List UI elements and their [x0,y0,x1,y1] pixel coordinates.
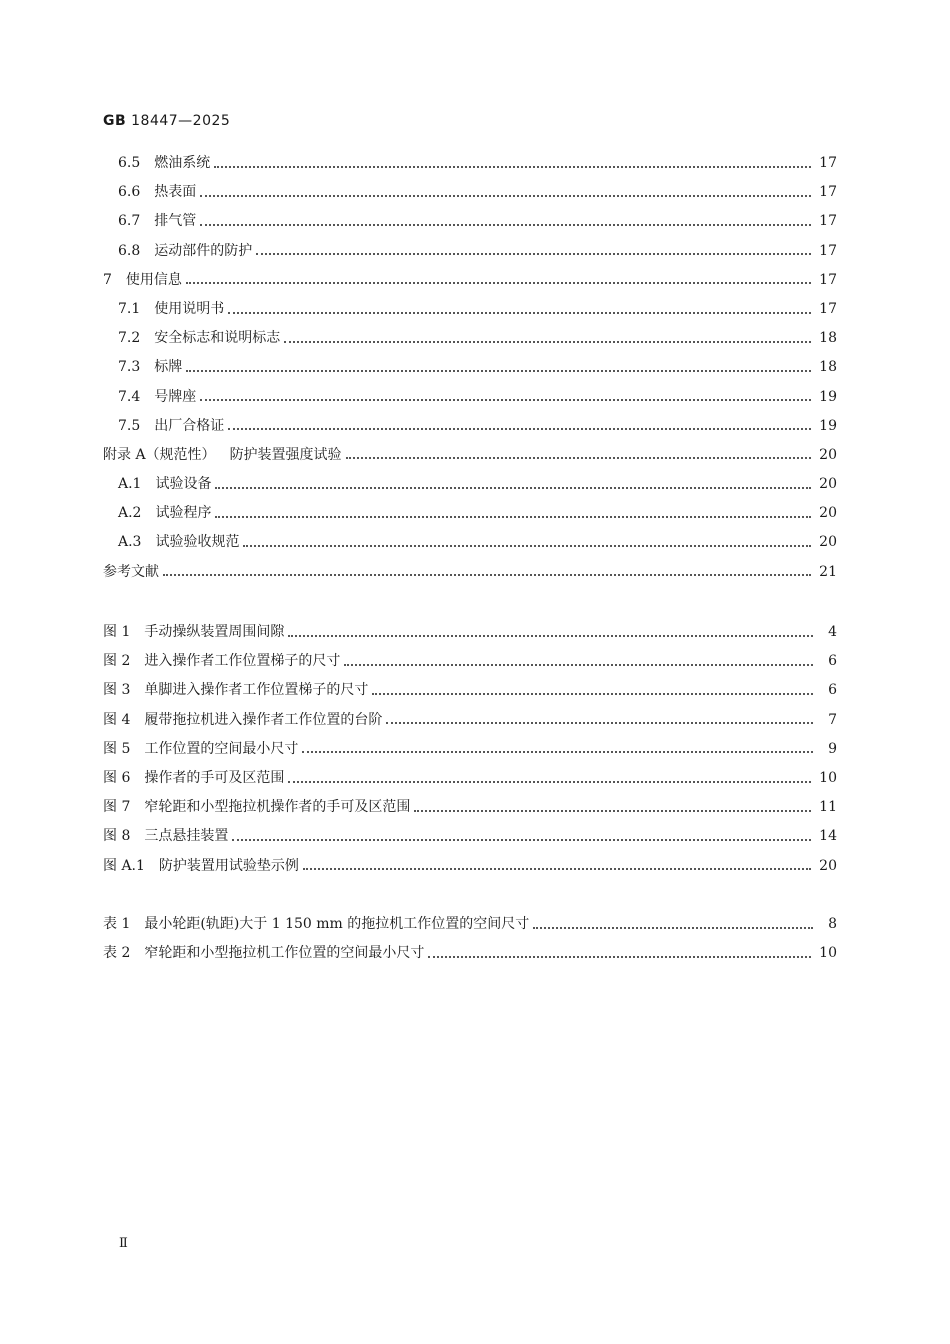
toc-entry-title: 进入操作者工作位置梯子的尺寸 [144,653,341,670]
toc-entry-title: 排气管 [154,213,197,230]
toc-entry-title: 窄轮距和小型拖拉机操作者的手可及区范围 [144,799,411,816]
toc-entry-number: A.1 [118,476,142,493]
toc-entry[interactable] [103,913,837,942]
leader-dots [215,487,811,489]
toc-entry-title: 单脚进入操作者工作位置梯子的尺寸 [144,682,369,699]
toc-entry-number: 附录 A（规范性） [103,446,216,463]
toc-entry-title: 燃油系统 [154,155,211,171]
toc-entry-page: 4 [828,624,837,640]
toc-entry[interactable] [103,621,837,650]
toc-entry-page: 17 [819,184,837,201]
toc-entry-number: 6.7 [118,213,141,230]
leader-dots [186,282,811,284]
toc-figures [103,621,837,884]
toc-entry-number: 7.3 [118,359,141,376]
toc-entry-page: 10 [819,945,837,962]
toc-entry-page: 17 [819,300,837,317]
toc-sections [103,152,837,590]
toc-entry-page: 14 [819,828,837,845]
standard-code: 18447—2025 [131,113,231,129]
toc-entry-title: 标牌 [154,359,183,376]
toc-entry[interactable] [103,473,837,502]
toc-entry-page: 20 [819,857,837,874]
toc-entry-title: 试验程序 [155,505,212,522]
toc-entry-number: 图 4 [103,711,131,728]
toc-entry-title: 手动操纵装置周围间隙 [144,624,285,640]
leader-dots [200,399,811,401]
toc-entry-page: 20 [819,476,837,493]
toc-entry[interactable] [103,942,837,971]
toc-entry[interactable] [103,825,837,854]
toc-entry-title: 履带拖拉机进入操作者工作位置的台阶 [144,711,383,728]
toc-entry-number: 7.4 [118,388,141,405]
leader-dots [302,751,813,753]
toc-entry-title: 运动部件的防护 [154,242,253,259]
toc-entry-number: 7.1 [118,300,141,317]
toc-entry[interactable] [103,796,837,825]
leader-dots [372,693,813,695]
toc-entry-page: 8 [828,916,837,932]
toc-entry-page: 6 [828,653,837,670]
toc-entry-number: 7.2 [118,330,141,347]
page-number: Ⅱ [119,1236,128,1251]
toc-entry[interactable] [103,210,837,239]
toc-entry-title: 热表面 [154,184,197,201]
leader-dots [228,428,811,430]
leader-dots [428,956,811,958]
toc-entry-number: A.3 [118,534,142,551]
toc-entry-number: 图 6 [103,769,131,786]
toc-entry-page: 7 [828,711,837,728]
standard-prefix: GB [103,113,127,129]
toc-entry-number: 6.5 [118,155,141,171]
leader-dots [215,516,811,518]
toc-entry-page: 18 [819,330,837,347]
toc-entry-title: 试验设备 [155,476,212,493]
toc-entry-title: 出厂合格证 [154,417,225,434]
toc-entry-title: 使用信息 [125,271,182,288]
toc-entry-title: 号牌座 [154,388,197,405]
toc-entry-page: 6 [828,682,837,699]
toc-entry-number: 7 [103,271,112,288]
leader-dots [386,722,813,724]
toc-entry-number: A.2 [118,505,142,522]
leader-dots [186,370,811,372]
toc-entry-number: 图 A.1 [103,857,145,874]
toc-entry[interactable] [103,650,837,679]
leader-dots [284,341,811,343]
toc-entry-number: 图 5 [103,740,131,757]
toc-entry-number: 图 2 [103,653,131,670]
leader-dots [414,810,811,812]
toc-entry[interactable] [103,240,837,269]
toc-entry[interactable] [103,709,837,738]
toc-entry[interactable] [103,356,837,385]
toc-entry-number: 6.6 [118,184,141,201]
toc-entry-page: 17 [819,271,837,288]
toc-entry[interactable] [103,738,837,767]
toc-entry-number: 图 7 [103,799,131,816]
toc-entry-page: 20 [819,505,837,522]
toc-entry[interactable] [103,502,837,531]
leader-dots [256,253,811,255]
toc-entry-page: 21 [819,563,837,580]
toc-entry-number: 图 3 [103,682,131,699]
leader-dots [533,927,813,929]
toc-entry-title: 窄轮距和小型拖拉机工作位置的空间最小尺寸 [144,945,425,962]
toc-entry[interactable] [103,444,837,473]
toc-entry-title: 三点悬挂装置 [144,828,229,845]
toc-entry-page: 20 [819,446,837,463]
leader-dots [303,868,811,870]
toc-entry[interactable] [103,327,837,356]
toc-entry[interactable] [103,531,837,560]
leader-dots [200,195,811,197]
toc-entry[interactable] [103,298,837,327]
leader-dots [232,839,811,841]
toc-entry-title: 防护装置强度试验 [229,446,342,463]
toc-entry[interactable] [103,181,837,210]
toc-entry-page: 19 [819,417,837,434]
toc-tables [103,913,837,971]
toc-entry-title: 操作者的手可及区范围 [144,769,285,786]
toc-entry-page: 9 [828,740,837,757]
toc-entry[interactable] [103,855,837,884]
leader-dots [243,545,811,547]
leader-dots [163,574,811,576]
leader-dots [200,224,811,226]
toc-entry-title: 使用说明书 [154,300,225,317]
leader-dots [228,312,811,314]
leader-dots [214,166,811,168]
toc-entry-title: 最小轮距(轨距)大于 1 150 mm 的拖拉机工作位置的空间尺寸 [144,916,530,932]
leader-dots [344,664,813,666]
toc-entry-page: 11 [819,799,837,816]
leader-dots [288,635,813,637]
toc-entry[interactable] [103,415,837,444]
leader-dots [346,457,812,459]
toc-entry-number: 参考文献 [103,563,159,580]
toc-entry-number: 7.5 [118,417,141,434]
toc-entry[interactable] [103,679,837,708]
toc-entry-number: 图 1 [103,624,131,640]
toc-entry-title: 试验验收规范 [155,534,240,551]
toc-entry-number: 表 2 [103,945,131,962]
document-header [103,113,230,129]
toc-entry[interactable] [103,152,837,181]
toc-entry-number: 图 8 [103,828,131,845]
toc-entry-number: 表 1 [103,916,131,932]
toc-entry-title: 防护装置用试验垫示例 [158,857,299,874]
leader-dots [288,781,811,783]
toc-entry-title: 安全标志和说明标志 [154,330,281,347]
toc-entry-page: 19 [819,388,837,405]
toc-entry-page: 18 [819,359,837,376]
toc-entry-page: 17 [819,213,837,230]
toc-entry[interactable] [103,269,837,298]
toc-entry[interactable] [103,561,837,590]
toc-entry-title: 工作位置的空间最小尺寸 [144,740,299,757]
toc-entry[interactable] [103,767,837,796]
toc-entry-page: 20 [819,534,837,551]
toc-entry-page: 17 [819,155,837,171]
toc-entry-page: 17 [819,242,837,259]
toc-entry-page: 10 [819,769,837,786]
toc-entry[interactable] [103,386,837,415]
toc-entry-number: 6.8 [118,242,141,259]
